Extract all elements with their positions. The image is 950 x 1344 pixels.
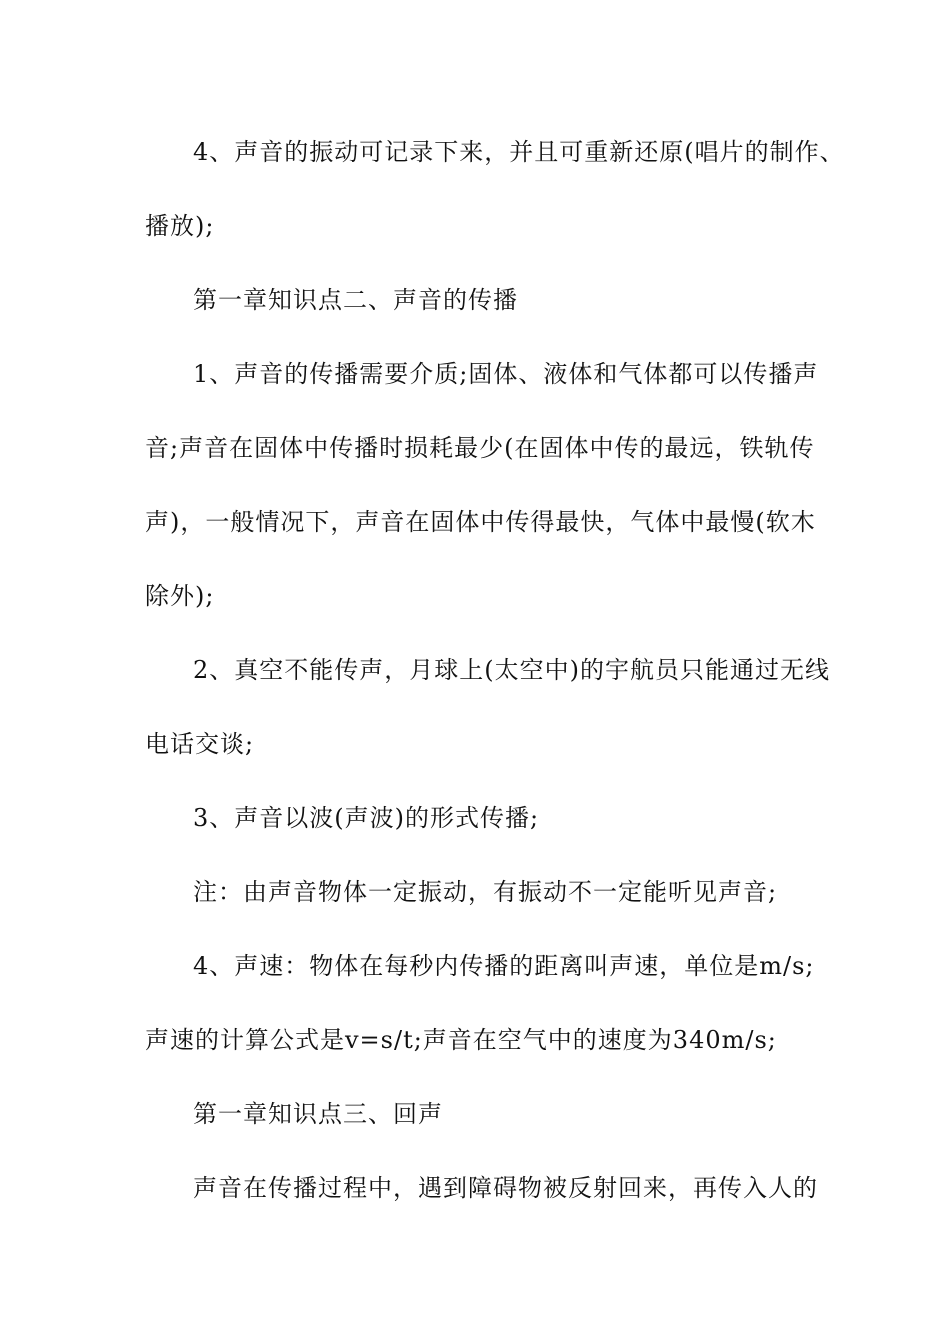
text-line: 注：由声音物体一定振动，有振动不一定能听见声音; <box>193 878 778 906</box>
text-line: 音;声音在固体中传播时损耗最少(在固体中传的最远，铁轨传 <box>145 434 815 462</box>
section-heading: 第一章知识点三、回声 <box>193 1100 443 1128</box>
text-line: 播放); <box>145 212 215 240</box>
text-line: 1、声音的传播需要介质;固体、液体和气体都可以传播声 <box>193 360 819 388</box>
text-line: 声)，一般情况下，声音在固体中传得最快，气体中最慢(软木 <box>145 508 816 536</box>
section-heading: 第一章知识点二、声音的传播 <box>193 286 518 314</box>
text-line: 电话交谈; <box>145 730 255 758</box>
text-line: 声音在传播过程中，遇到障碍物被反射回来，再传入人的 <box>193 1174 818 1202</box>
text-line: 除外); <box>145 582 215 610</box>
text-line: 3、声音以波(声波)的形式传播; <box>193 804 540 832</box>
text-line: 2、真空不能传声，月球上(太空中)的宇航员只能通过无线 <box>193 656 830 684</box>
text-line: 声速的计算公式是v=s/t;声音在空气中的速度为340m/s; <box>145 1026 777 1054</box>
text-line: 4、声速：物体在每秒内传播的距离叫声速，单位是m/s; <box>193 952 815 980</box>
text-line: 4、声音的振动可记录下来，并且可重新还原(唱片的制作、 <box>193 138 845 166</box>
